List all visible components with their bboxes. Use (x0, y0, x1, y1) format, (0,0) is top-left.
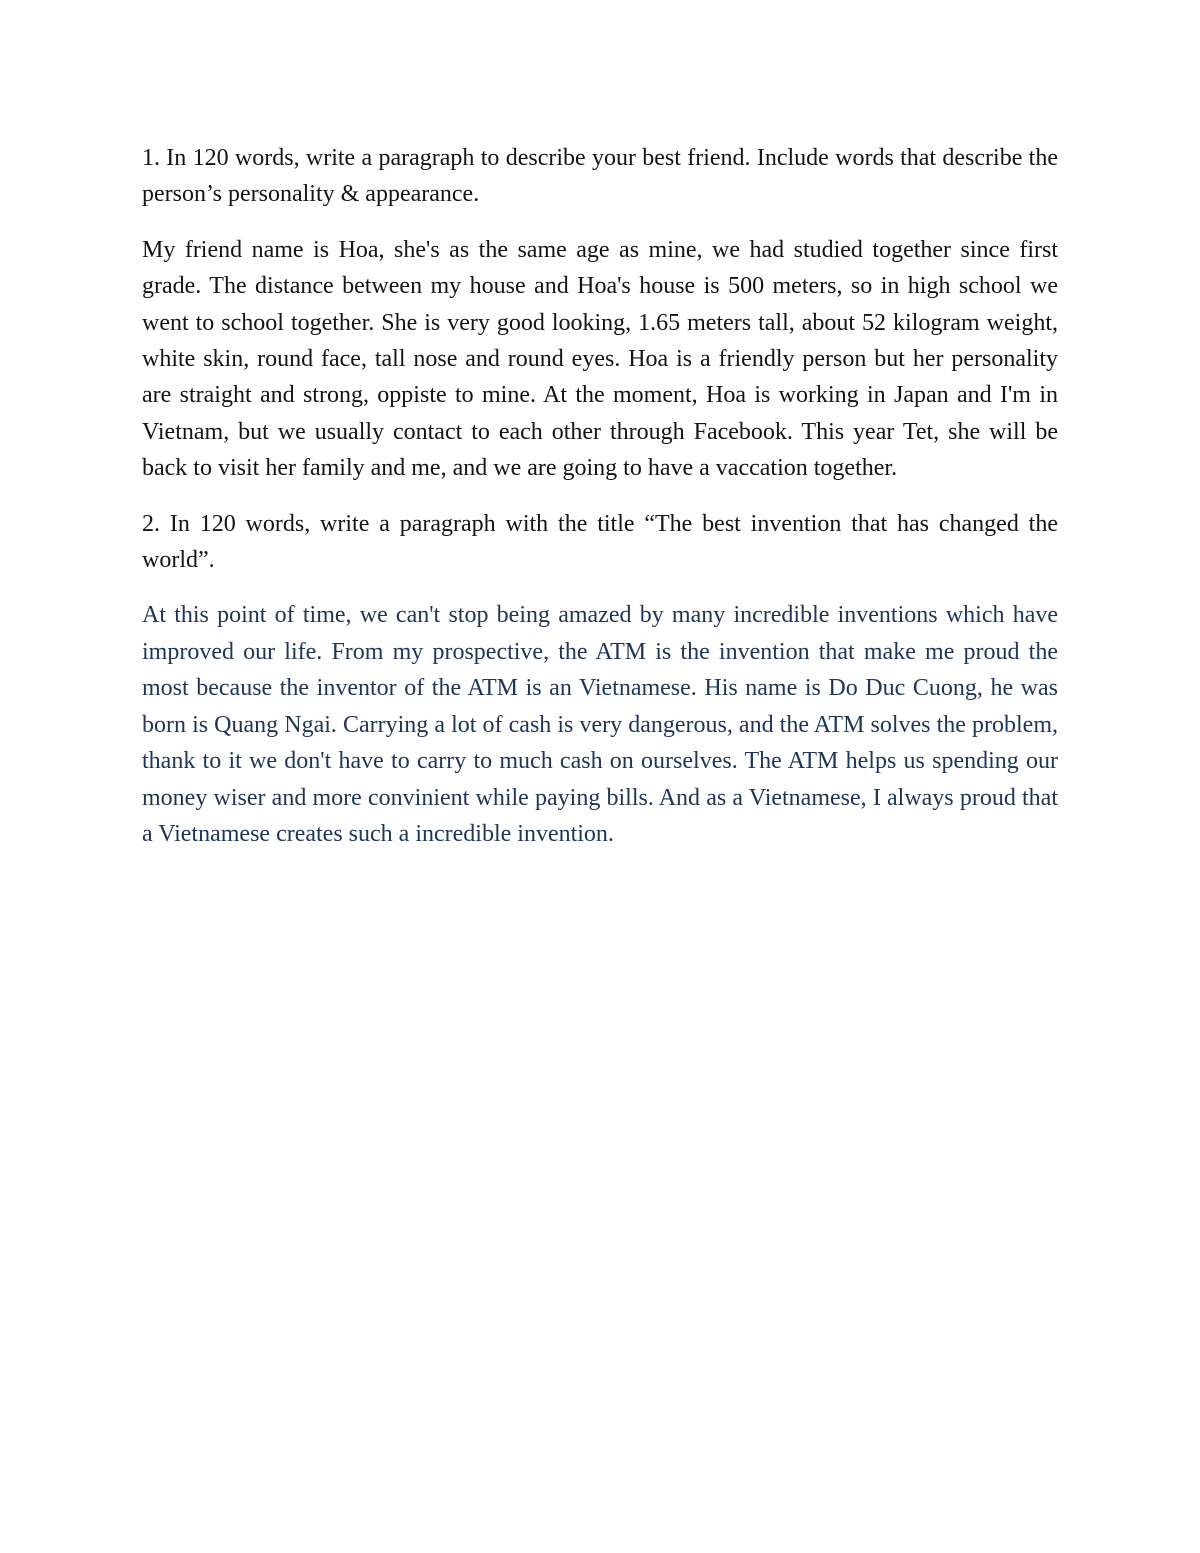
document-body (142, 140, 1058, 871)
question-2-prompt: 2. In 120 words, write a paragraph with the title “The best invention that has changed the world”. (142, 510, 1058, 574)
question-1-prompt: 1. In 120 words, write a paragraph to describe your best friend. Include words that describe the person’s personality & appearance. (142, 145, 1058, 208)
question-2-answer: At this point of time, we can't stop being amazed by many incredible inventions which have improved our life. From my prospective, the ATM is the invention that make me proud the most because the inventor of the ATM is an Vietnamese. His name is Do Duc Cuong, he was born is Quang Ngai. Carrying a lot of cash is very dangerous, and the ATM solves the problem, thank to it we don't have to carry to much cash on ourselves. The ATM helps us spending our money wiser and more convinient while paying bills. And as a Vietnamese, I always proud that a Vietnamese creates such a incredible invention. (142, 602, 1058, 847)
question-1-answer: My friend name is Hoa, she's as the same age as mine, we had studied together since first grade. The distance between my house and Hoa's house is 500 meters, so in high school we went to school together. She is very good looking, 1.65 meters tall, about 52 kilogram weight, white skin, round face, tall nose and round eyes. Hoa is a friendly person but her personality are straight and strong, oppiste to mine. At the moment, Hoa is working in Japan and I'm in Vietnam, but we usually contact to each other through Facebook. This year Tet, she will be back to visit her family and me, and we are going to have a vaccation together. (142, 236, 1058, 482)
